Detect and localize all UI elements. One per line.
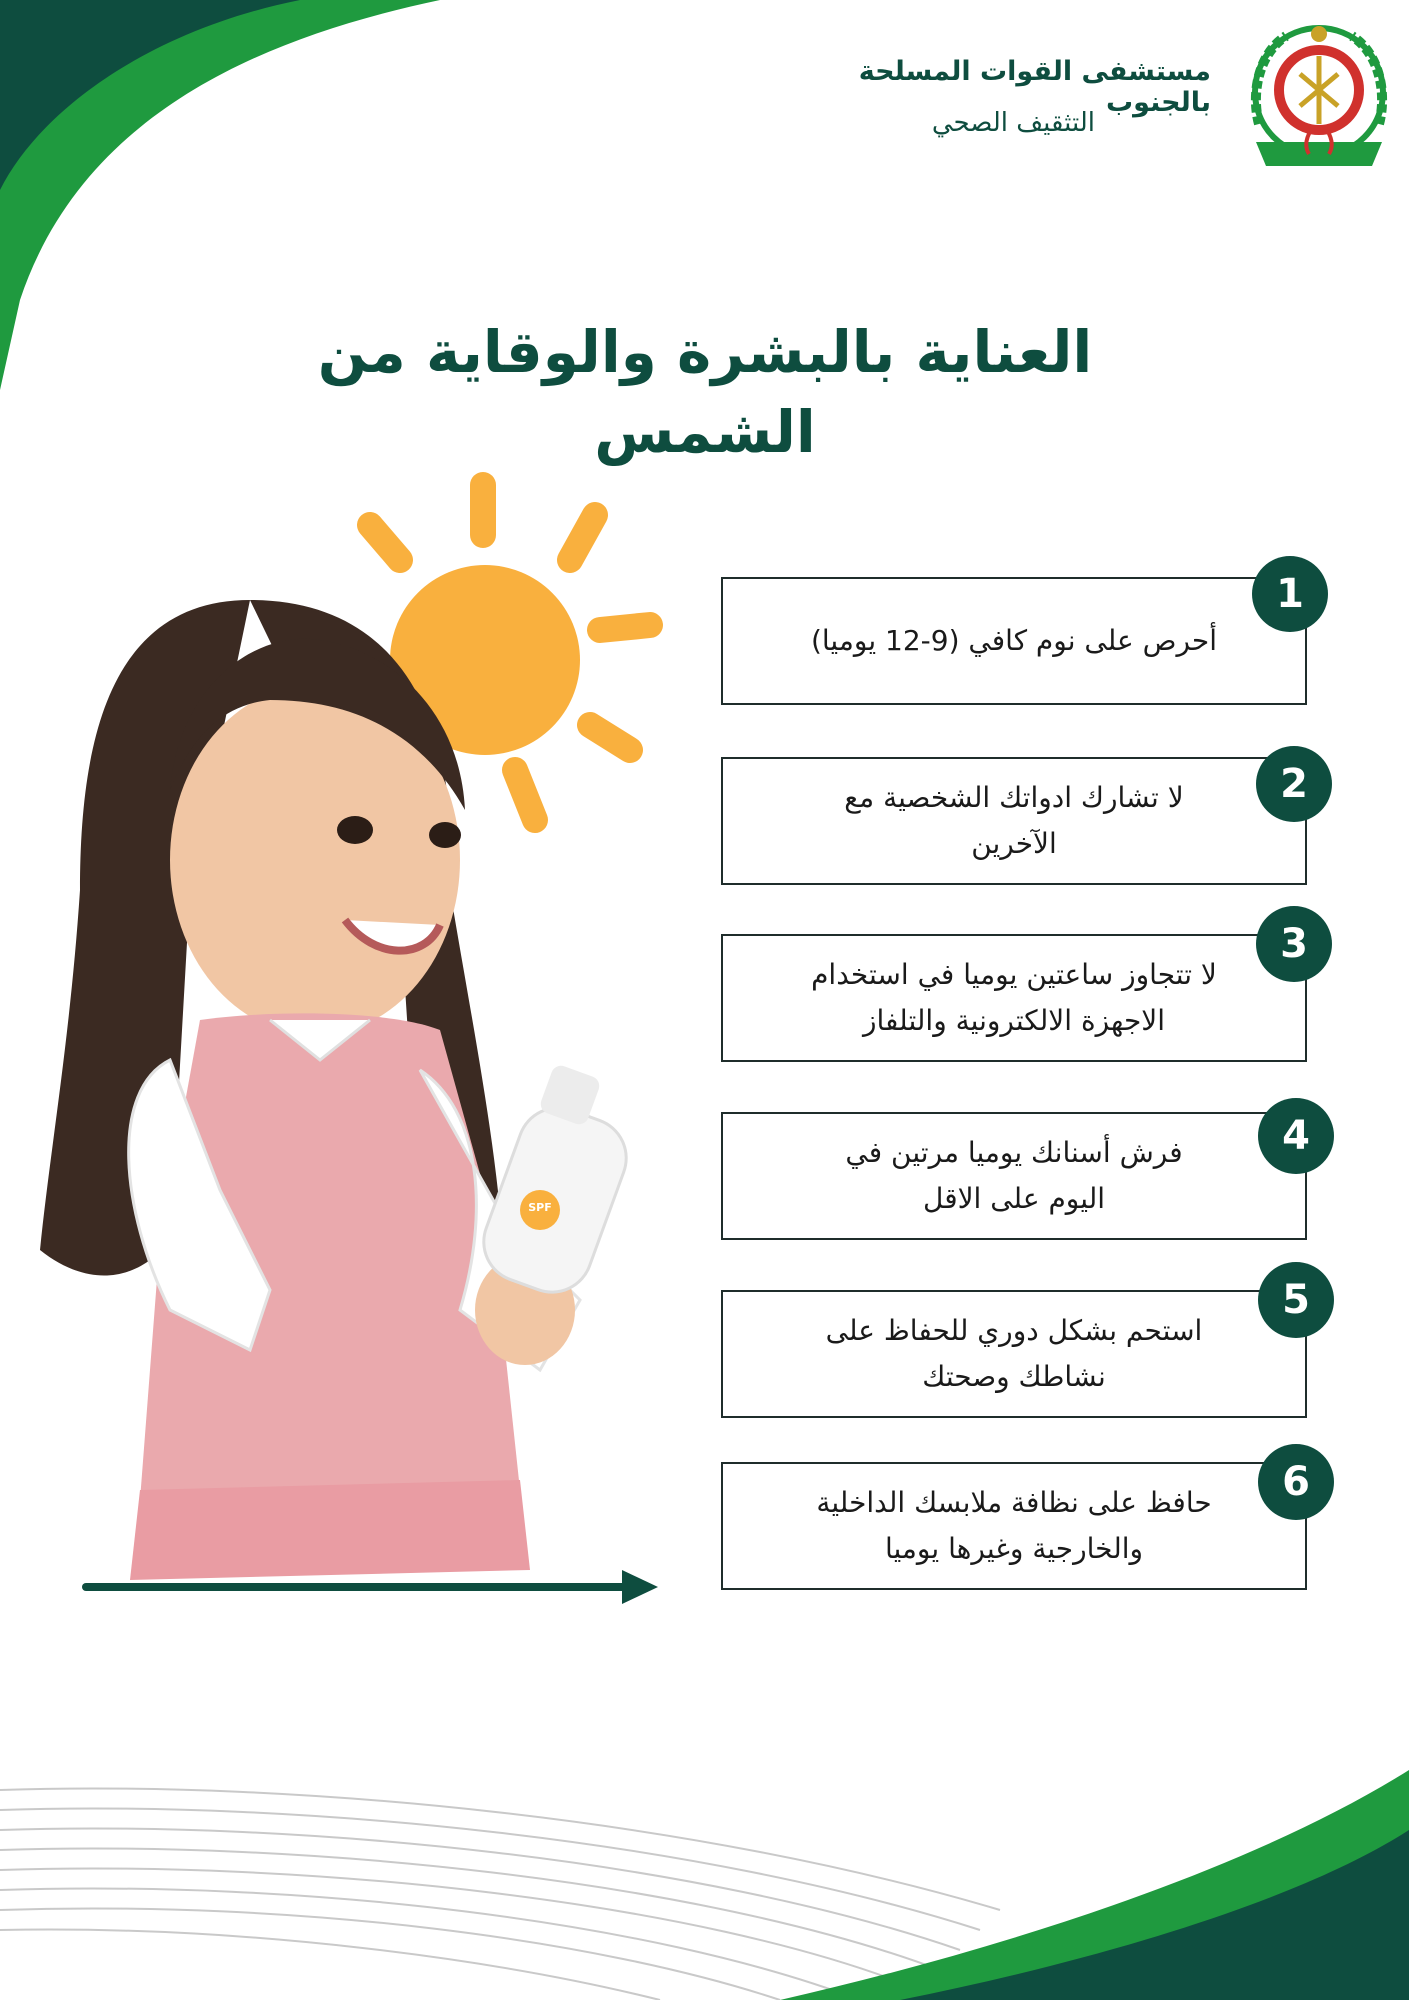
arrow-right-icon	[82, 1570, 662, 1610]
tip-text: استحم بشكل دوري للحفاظ على نشاطك وصحتك	[825, 1314, 1203, 1393]
department-name: التثقيف الصحي	[931, 108, 1095, 138]
tip-card-4	[721, 1112, 1307, 1240]
tip-number-badge: 1	[1252, 556, 1328, 632]
bottle-spf-label: SPF	[528, 1201, 552, 1214]
tip-number-badge: 4	[1258, 1098, 1334, 1174]
tip-number-badge: 2	[1256, 746, 1332, 822]
tip-text: أحرص على نوم كافي (9-12 يوميا)	[810, 624, 1218, 657]
tip-text: حافظ على نظافة ملابسك الداخلية والخارجية وغيرها يوميا	[816, 1486, 1212, 1565]
bottom-decoration	[0, 1760, 1409, 2000]
tip-text: لا تشارك ادواتك الشخصية مع الآخرين	[844, 781, 1184, 860]
hospital-logo	[1236, 14, 1402, 180]
tip-card-2	[721, 757, 1307, 885]
tip-card-6	[721, 1462, 1307, 1590]
tip-card-3	[721, 934, 1307, 1062]
tip-text: فرش أسنانك يوميا مرتين في اليوم على الاقل	[845, 1136, 1183, 1215]
page-title: العناية بالبشرة والوقاية من الشمس	[317, 318, 1093, 466]
tip-number-badge: 6	[1258, 1444, 1334, 1520]
girl-illustration	[20, 590, 740, 1590]
tip-number-badge: 5	[1258, 1262, 1334, 1338]
tip-card-1	[721, 577, 1307, 705]
hospital-name: مستشفى القوات المسلحة بالجنوب	[858, 56, 1211, 118]
tip-number-badge: 3	[1256, 906, 1332, 982]
tip-text: لا تتجاوز ساعتين يوميا في استخدام الاجهزة الالكترونية والتلفاز	[811, 958, 1217, 1037]
tip-card-5	[721, 1290, 1307, 1418]
